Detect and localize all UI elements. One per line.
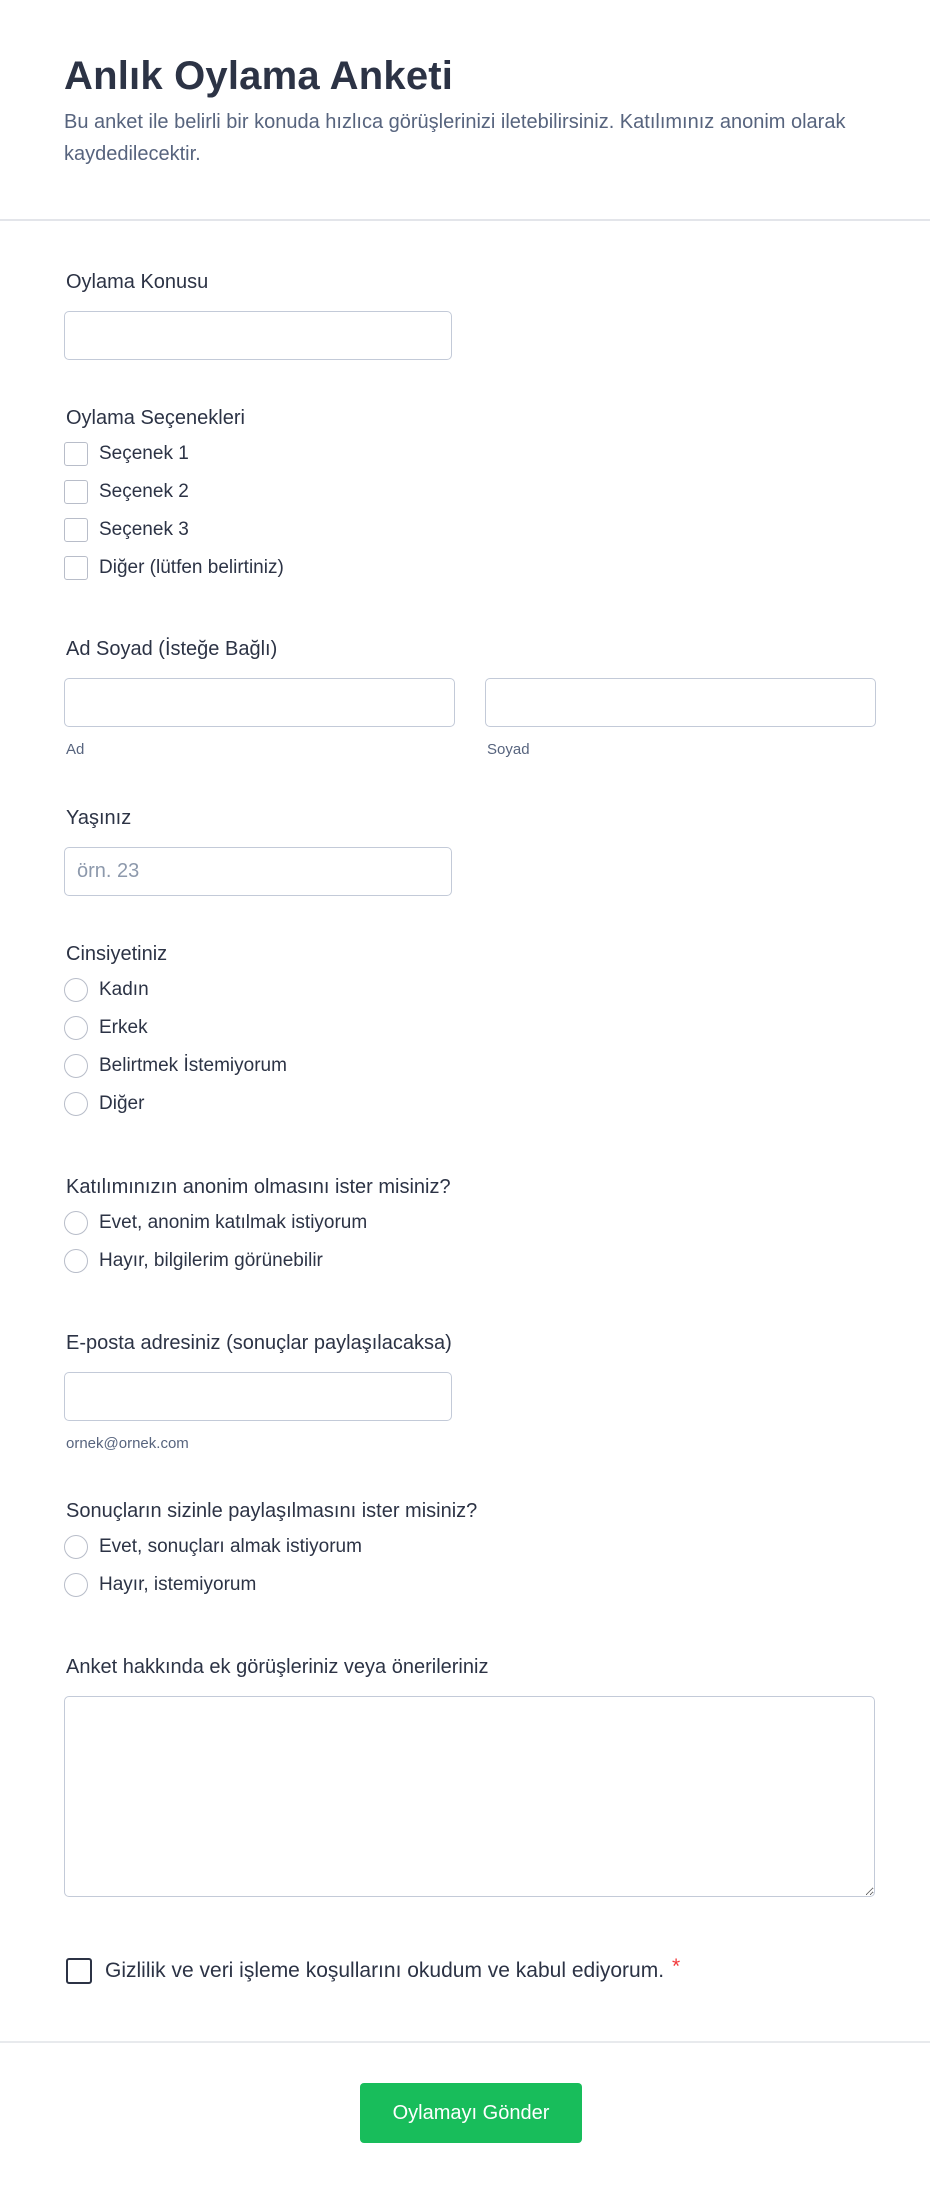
option-label: Seçenek 2 — [99, 481, 189, 502]
option-item-2[interactable] — [64, 473, 284, 511]
share-results-option-no[interactable] — [64, 1566, 477, 1604]
anonymous-option-yes[interactable] — [64, 1204, 451, 1242]
last-name-input[interactable] — [485, 678, 876, 727]
option-label: Kadın — [99, 979, 149, 1000]
anonymous-label: Katılımınızın anonim olmasını ister misiniz? — [66, 1176, 451, 1198]
gender-option-other[interactable] — [64, 1085, 287, 1123]
name-label: Ad Soyad (İsteğe Bağlı) — [66, 638, 278, 660]
option-label: Seçenek 1 — [99, 443, 189, 464]
consent-field[interactable] — [66, 1955, 681, 1984]
feedback-label: Anket hakkında ek görüşleriniz veya önerileriniz — [66, 1656, 489, 1678]
gender-label: Cinsiyetiniz — [66, 943, 168, 965]
option-label: Diğer (lütfen belirtiniz) — [99, 557, 284, 578]
submit-button[interactable]: Oylamayı Gönder — [360, 2083, 582, 2143]
share-results-label: Sonuçların sizinle paylaşılmasını ister misiniz? — [66, 1500, 478, 1522]
first-name-input[interactable] — [64, 678, 455, 727]
feedback-textarea[interactable] — [64, 1696, 875, 1897]
email-field — [64, 1332, 452, 1452]
radio[interactable] — [64, 1016, 88, 1040]
checkbox[interactable] — [64, 480, 88, 504]
option-label: Erkek — [99, 1017, 148, 1038]
radio[interactable] — [64, 1054, 88, 1078]
topic-field — [64, 271, 452, 360]
age-field — [64, 807, 452, 896]
gender-field — [64, 943, 287, 1123]
option-item-3[interactable] — [64, 511, 284, 549]
email-label: E-posta adresiniz (sonuçlar paylaşılacaksa) — [66, 1332, 452, 1354]
option-label: Hayır, istemiyorum — [99, 1574, 257, 1595]
form-description: Bu anket ile belirli bir konuda hızlıca görüşlerinizi iletebilirsiniz. Katılımınız anonim olarak kaydedilecektir. — [64, 111, 846, 165]
first-name-sublabel: Ad — [66, 741, 85, 758]
last-name-group — [485, 678, 876, 758]
radio[interactable] — [64, 1573, 88, 1597]
gender-option-unspecified[interactable] — [64, 1047, 287, 1085]
checkbox[interactable] — [64, 518, 88, 542]
share-results-field — [64, 1500, 477, 1604]
checkbox[interactable] — [64, 442, 88, 466]
radio[interactable] — [64, 1211, 88, 1235]
first-name-group — [64, 678, 455, 758]
options-field — [64, 407, 284, 587]
form-header — [0, 0, 930, 221]
option-label: Evet, anonim katılmak istiyorum — [99, 1212, 368, 1233]
consent-checkbox[interactable] — [66, 1958, 92, 1984]
radio[interactable] — [64, 978, 88, 1002]
topic-input[interactable] — [64, 311, 452, 360]
options-label: Oylama Seçenekleri — [66, 407, 245, 429]
name-field — [64, 638, 876, 758]
form-title: Anlık Oylama Anketi — [64, 54, 454, 98]
anonymous-field — [64, 1176, 451, 1280]
feedback-field — [64, 1656, 875, 1897]
anonymous-option-no[interactable] — [64, 1242, 451, 1280]
radio[interactable] — [64, 1092, 88, 1116]
option-item-1[interactable] — [64, 435, 284, 473]
topic-label: Oylama Konusu — [66, 271, 209, 293]
option-label: Seçenek 3 — [99, 519, 189, 540]
age-label: Yaşınız — [66, 807, 132, 829]
required-asterisk: * — [672, 1955, 681, 1978]
form-footer — [0, 2041, 930, 2190]
share-results-option-yes[interactable] — [64, 1528, 477, 1566]
radio[interactable] — [64, 1535, 88, 1559]
email-sublabel: ornek@ornek.com — [66, 1435, 189, 1452]
option-label: Diğer — [99, 1093, 145, 1114]
gender-option-female[interactable] — [64, 971, 287, 1009]
checkbox[interactable] — [64, 556, 88, 580]
email-input[interactable] — [64, 1372, 452, 1421]
option-label: Evet, sonuçları almak istiyorum — [99, 1536, 362, 1557]
last-name-sublabel: Soyad — [487, 741, 530, 758]
gender-option-male[interactable] — [64, 1009, 287, 1047]
option-label: Belirtmek İstemiyorum — [99, 1055, 287, 1076]
option-label: Hayır, bilgilerim görünebilir — [99, 1250, 323, 1271]
radio[interactable] — [64, 1249, 88, 1273]
age-input[interactable] — [64, 847, 452, 896]
consent-label: Gizlilik ve veri işleme koşullarını okudum ve kabul ediyorum. — [105, 1959, 665, 1982]
option-item-other[interactable] — [64, 549, 284, 587]
